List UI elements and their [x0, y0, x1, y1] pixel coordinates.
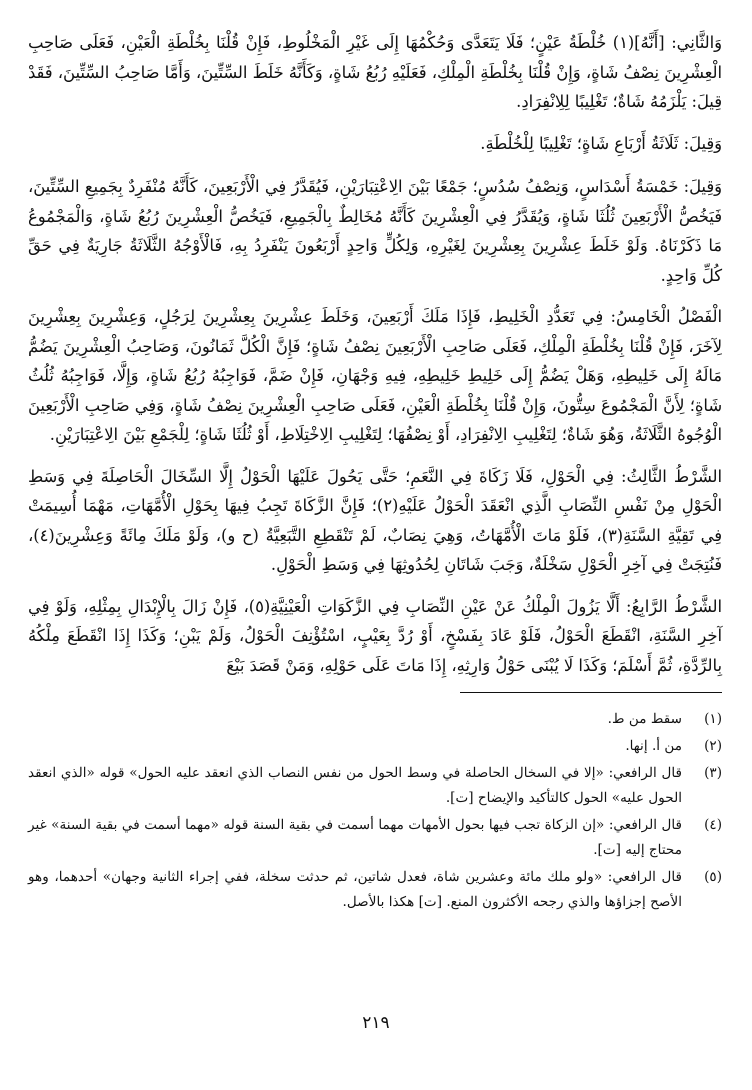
footnote-number: (٤) [704, 817, 722, 833]
paragraph-fourth-condition: الشَّرْطُ الرَّابِعُ: أَلَّا يَزُولَ الْمِلْكُ عَنْ عَيْنِ النِّصَابِ فِي الزَّكَوَاتِ الْعَيْنِيَّةِ(٥)، فَإِنْ زَالَ بِالْإِبْدَالِ بِمِثْلِهِ، وَلَوْ فِي آخِرِ السَّنَةِ، انْقَطَعَ الْحَوْلُ، فَلَوْ عَادَ بِفَسْخٍ، أَوْ رُدَّ بِعَيْبٍ، اسْتُؤْنِفَ الْحَوْلُ، وَلَمْ يَبْنِ؛ وَكَذَا إِذَا انْقَطَعَ مِلْكُهُ بِالرِّدَّةِ، ثُمَّ أَسْلَمَ؛ وَكَذَا لَا يُبْنَى حَوْلُ وَارِثِهِ، إِذَا مَاتَ عَلَى حَوْلِهِ، وَمَنْ قَصَدَ بَيْعَ [28, 596, 722, 675]
paragraph-third-condition: الشَّرْطُ الثَّالِثُ: فِي الْحَوْلِ، فَلَا زَكَاةَ فِي النَّعَمِ؛ حَتَّى يَحُولَ عَلَيْهَا الْحَوْلُ إِلَّا السِّخَالَ الْحَاصِلَةَ فِي وَسَطِ الْحَوْلِ مِنْ نَفْسِ النِّصَابِ الَّذِي انْعَقَدَ الْحَوْلُ عَلَيْهِ(٢)؛ فَإِنَّ الزَّكَاةَ تَجِبُ فِيهَا بِحَوْلِ الْأُمَّهَاتِ، مَهْمَا أُسِيمَتْ فِي تَقِيَّةِ السَّنَةِ(٣)، فَلَوْ مَاتَ الْأُمَّهَاتُ، وَهِيَ نِصَابٌ، لَمْ تَنْقَطِعِ التَّبَعِيَّةُ (ح و)، وَلَوْ مَلَكَ مِائَةً وَعِشْرِينَ(٤)، فَنُتِجَتْ فِي آخِرِ الْحَوْلِ سَخْلَةٌ، وَجَبَ شَاتَانِ لِحُدُوثِهَا فِي وَسَطِ الْحَوْلِ. [28, 466, 723, 574]
footnote-separator [460, 692, 722, 693]
paragraph-five-sixths-view: وَقِيلَ: خَمْسَةُ أَسْدَاسٍ، وَنِصْفُ سُدُسٍ؛ جَمْعًا بَيْنَ الِاعْتِبَارَيْنِ، فَيُقَدَّرُ فِي الْأَرْبَعِينَ، كَأَنَّهُ مُنْفَرِدٌ بِجَمِيعِ السِّتِّينَ، فَيَخُصُّ الْأَرْبَعِينَ ثُلُثَا شَاةٍ، وَيُقَدَّرُ فِي الْعِشْرِينَ كَأَنَّهُ مُخَالِطٌ بِالْجَمِيعِ، فَيَخُصُّ الْعِشْرِينَ رُبُعُ شَاةٍ، وَالْمَجْمُوعُ مَا ذَكَرْنَاهُ. وَلَوْ خَلَطَ عِشْرِينَ بِعِشْرِينَ لِغَيْرِهِ، وَلِكُلٍّ وَاحِدٍ أَرْبَعُونَ يَنْفَرِدُ بِهِ، فَالْأَوْجُهُ الثَّلَاثَةُ جَارِيَةٌ فِي حَقِّ كُلِّ وَاحِدٍ. [28, 177, 722, 285]
footnote-text: قال الرافعي: «إلا في السخال الحاصلة في وسط الحول من نفس النصاب الذي انعقد عليه الحول» قوله «الذي انعقد الحول عليه» الحول كالتأكيد والإيضاح [ت]. [28, 765, 682, 806]
footnotes [28, 707, 722, 915]
footnote [28, 761, 722, 811]
footnote-number: (١) [704, 711, 722, 727]
footnote [28, 707, 722, 732]
footnote-text: قال الرافعي: «إن الزكاة تجب فيها بحول الأمهات مهما أسمت في بقية السنة قوله «مهما أسمت في بقية السنة» غير محتاج إليه [ت]. [28, 817, 682, 858]
paragraph-fifth-section: الْفَصْلُ الْخَامِسُ: فِي تَعَدُّدِ الْخَلِيطِ، فَإِذَا مَلَكَ أَرْبَعِينَ، وَخَلَطَ عِشْرِينَ بِعِشْرِينَ لِرَجُلٍ، وَعِشْرِينَ بِعِشْرِينَ لِآخَرَ، فَإِنْ قُلْنَا بِخُلْطَةِ الْمِلْكِ، فَعَلَى صَاحِبِ الْأَرْبَعِينَ نِصْفُ شَاةٍ؛ فَإِنَّ الْكُلَّ ثَمَانُونَ، وَصَاحِبُ الْعِشْرِينَ يَضُمُّ مَالَهُ إِلَى خَلِيطِهِ، وَهَلْ يَضُمُّ إِلَى خَلِيطِ خَلِيطِهِ، فِيهِ وَجْهَانِ، فَإِنْ ضَمَّ، فَوَاجِبُهُ رُبُعُ شَاةٍ، وَإِلَّا، فَوَاجِبُهُ ثُلُثُ شَاةٍ؛ لِأَنَّ الْمَجْمُوعَ سِتُّونَ، وَإِنْ قُلْنَا بِخُلْطَةِ الْعَيْنِ، فَعَلَى صَاحِبِ الْعِشْرِينَ نِصْفُ شَاةٍ، وَفِي صَاحِبِ الْأَرْبَعِينَ الْوُجُوهُ الثَّلَاثَةُ، وَهُوَ شَاةٌ؛ لِتَغْلِيبِ الِانْفِرَادِ، أَوْ نِصْفُهَا؛ لِتَغْلِيبِ الِاخْتِلَاطِ، أَوْ ثُلُثَا شَاةٍ؛ لِلْجَمْعِ بَيْنَ الِاعْتِبَارَيْنِ. [28, 307, 722, 444]
footnote [28, 734, 722, 759]
page-number: ٢١٩ [362, 1013, 390, 1033]
footnote-text: قال الرافعي: «ولو ملك مائة وعشرين شاة، فعدل شاتين، ثم حدثت سخلة، ففي إجراء الثانية وجهان» أحدهما، وهو الأصح إجزاؤها والذي رجحه الأكثرون المنع. [ت] هكذا بالأصل. [28, 869, 682, 910]
paragraph-third-quarter-view: وَقِيلَ: ثَلَاثَةُ أَرْبَاعِ شَاةٍ؛ تَغْلِيبًا لِلْخُلْطَةِ. [480, 133, 722, 153]
footnote-number: (٥) [704, 869, 722, 885]
footnote [28, 865, 722, 915]
footnote-text: سقط من ط. [607, 711, 682, 727]
paragraph-second-view: وَالثَّانِي: [أَنَّهُ](١) خُلْطَةُ عَيْنٍ؛ فَلَا يَتَعَدَّى وَحُكْمُهَا إِلَى غَيْرِ الْمَخْلُوطِ، فَإِنْ قُلْنَا بِخُلْطَةِ الْعَيْنِ، فَعَلَى صَاحِبِ الْعِشْرِينَ نِصْفُ شَاةٍ، وَإِنْ قُلْنَا بِخُلْطَةِ الْمِلْكِ، فَعَلَيْهِ رُبُعُ شَاةٍ، وَكَأَنَّهُ خَلَطَ السِّتِّينَ، وَأَمَّا صَاحِبُ السِّتِّينَ، فَقَدْ قِيلَ: يَلْزَمُهُ شَاةٌ؛ تَغْلِيبًا لِلِانْفِرَادِ. [28, 33, 722, 111]
footnote-text: من أ. إنها. [625, 738, 682, 754]
footnote-number: (٢) [704, 738, 722, 754]
main-text [28, 28, 722, 680]
footnote [28, 813, 722, 863]
footnote-number: (٣) [704, 765, 722, 781]
